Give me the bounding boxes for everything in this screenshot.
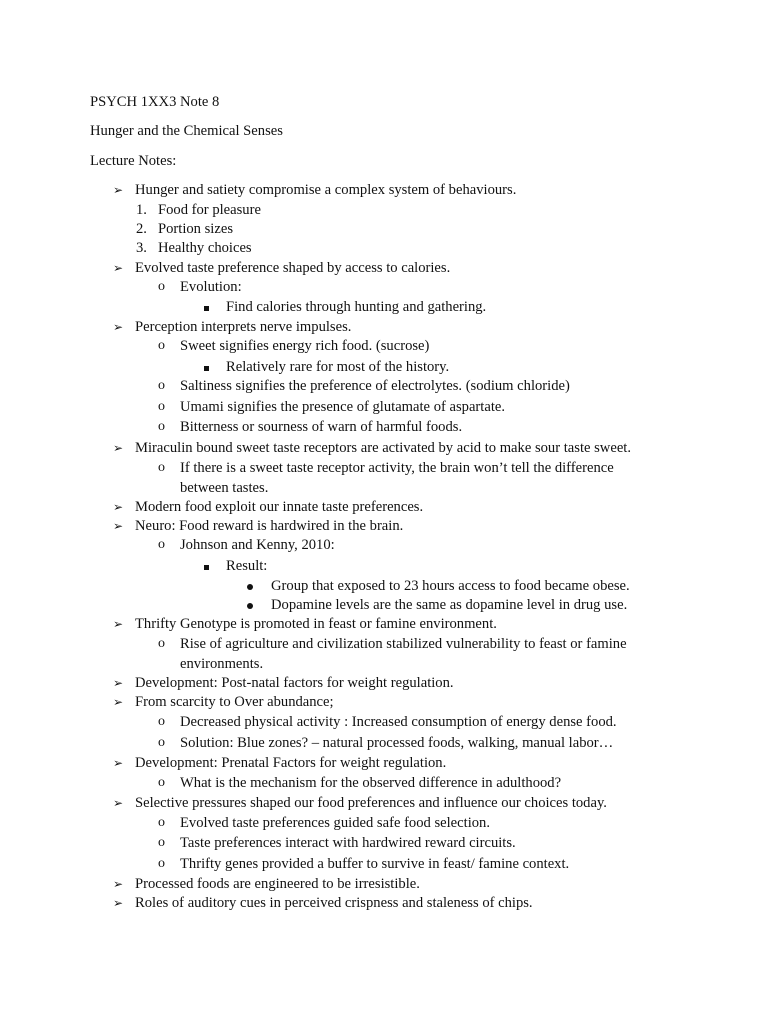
note-line: Neuro: Food reward is hardwired in the brain. bbox=[135, 518, 404, 534]
square-bullet-icon bbox=[204, 298, 209, 316]
note-line: Processed foods are engineered to be irresistible. bbox=[135, 876, 420, 892]
note-line: Group that exposed to 23 hours access to food became obese. bbox=[271, 578, 630, 594]
arrow-bullet-icon: ➢ bbox=[113, 617, 124, 631]
arrow-bullet-icon: ➢ bbox=[113, 756, 124, 770]
arrow-bullet-icon: ➢ bbox=[113, 261, 124, 275]
note-line: Modern food exploit our innate taste preferences. bbox=[135, 499, 424, 515]
circle-bullet-icon: o bbox=[158, 636, 165, 651]
arrow-bullet-icon: ➢ bbox=[113, 519, 124, 533]
note-line: Roles of auditory cues in perceived crispness and staleness of chips. bbox=[135, 895, 533, 911]
arrow-bullet-icon: ➢ bbox=[113, 441, 124, 455]
arrow-bullet-icon: ➢ bbox=[113, 183, 124, 197]
square-bullet-icon bbox=[204, 358, 209, 376]
circle-bullet-icon: o bbox=[158, 399, 165, 414]
arrow-bullet-icon: ➢ bbox=[113, 320, 124, 334]
circle-bullet-icon: o bbox=[158, 775, 165, 790]
note-line: Saltiness signifies the preference of electrolytes. (sodium chloride) bbox=[180, 378, 570, 394]
note-line: Bitterness or sourness of warn of harmful foods. bbox=[180, 419, 463, 435]
note-line: Evolved taste preference shaped by access to calories. bbox=[135, 260, 451, 276]
circle-bullet-icon: o bbox=[158, 378, 165, 393]
note-line: Hunger and satiety compromise a complex system of behaviours. bbox=[135, 182, 517, 198]
note-line: between tastes. bbox=[180, 480, 269, 496]
note-line: Perception interprets nerve impulses. bbox=[135, 319, 352, 335]
list-number: 3. bbox=[136, 240, 147, 256]
note-line: Portion sizes bbox=[158, 221, 233, 237]
course-title: PSYCH 1XX3 Note 8 bbox=[90, 94, 220, 110]
topic-title: Hunger and the Chemical Senses bbox=[90, 123, 283, 139]
arrow-bullet-icon: ➢ bbox=[113, 896, 124, 910]
note-line: Selective pressures shaped our food preferences and influence our choices today. bbox=[135, 795, 607, 811]
dot-bullet-icon bbox=[247, 596, 253, 614]
dot-bullet-icon bbox=[247, 577, 253, 595]
note-line: Healthy choices bbox=[158, 240, 252, 256]
list-number: 1. bbox=[136, 202, 147, 218]
note-line: environments. bbox=[180, 656, 264, 672]
note-line: Food for pleasure bbox=[158, 202, 261, 218]
note-line: Taste preferences interact with hardwired reward circuits. bbox=[180, 835, 516, 851]
note-line: Development: Post-natal factors for weight regulation. bbox=[135, 675, 454, 691]
arrow-bullet-icon: ➢ bbox=[113, 500, 124, 514]
circle-bullet-icon: o bbox=[158, 537, 165, 552]
note-line: Result: bbox=[226, 558, 268, 574]
arrow-bullet-icon: ➢ bbox=[113, 695, 124, 709]
note-line: What is the mechanism for the observed difference in adulthood? bbox=[180, 775, 562, 791]
arrow-bullet-icon: ➢ bbox=[113, 877, 124, 891]
note-line: From scarcity to Over abundance; bbox=[135, 694, 334, 710]
note-line: Evolution: bbox=[180, 279, 242, 295]
note-line: If there is a sweet taste receptor activity, the brain won’t tell the difference bbox=[180, 460, 614, 476]
arrow-bullet-icon: ➢ bbox=[113, 796, 124, 810]
note-line: Development: Prenatal Factors for weight regulation. bbox=[135, 755, 447, 771]
circle-bullet-icon: o bbox=[158, 338, 165, 353]
note-line: Find calories through hunting and gathering. bbox=[226, 299, 487, 315]
circle-bullet-icon: o bbox=[158, 735, 165, 750]
circle-bullet-icon: o bbox=[158, 714, 165, 729]
note-line: Dopamine levels are the same as dopamine level in drug use. bbox=[271, 597, 628, 613]
note-line: Solution: Blue zones? – natural processed foods, walking, manual labor… bbox=[180, 735, 614, 751]
note-line: Miraculin bound sweet taste receptors are activated by acid to make sour taste sweet. bbox=[135, 440, 632, 456]
square-bullet-icon bbox=[204, 557, 209, 575]
note-line: Johnson and Kenny, 2010: bbox=[180, 537, 335, 553]
note-line: Relatively rare for most of the history. bbox=[226, 359, 450, 375]
note-line: Sweet signifies energy rich food. (sucrose) bbox=[180, 338, 430, 354]
note-line: Evolved taste preferences guided safe food selection. bbox=[180, 815, 490, 831]
circle-bullet-icon: o bbox=[158, 815, 165, 830]
section-heading: Lecture Notes: bbox=[90, 153, 177, 169]
list-number: 2. bbox=[136, 221, 147, 237]
note-line: Rise of agriculture and civilization stabilized vulnerability to feast or famine bbox=[180, 636, 627, 652]
note-line: Thrifty Genotype is promoted in feast or famine environment. bbox=[135, 616, 497, 632]
circle-bullet-icon: o bbox=[158, 460, 165, 475]
note-line: Umami signifies the presence of glutamate of aspartate. bbox=[180, 399, 505, 415]
note-line: Thrifty genes provided a buffer to survive in feast/ famine context. bbox=[180, 856, 570, 872]
note-line: Decreased physical activity : Increased consumption of energy dense food. bbox=[180, 714, 617, 730]
circle-bullet-icon: o bbox=[158, 856, 165, 871]
arrow-bullet-icon: ➢ bbox=[113, 676, 124, 690]
circle-bullet-icon: o bbox=[158, 419, 165, 434]
circle-bullet-icon: o bbox=[158, 835, 165, 850]
circle-bullet-icon: o bbox=[158, 279, 165, 294]
